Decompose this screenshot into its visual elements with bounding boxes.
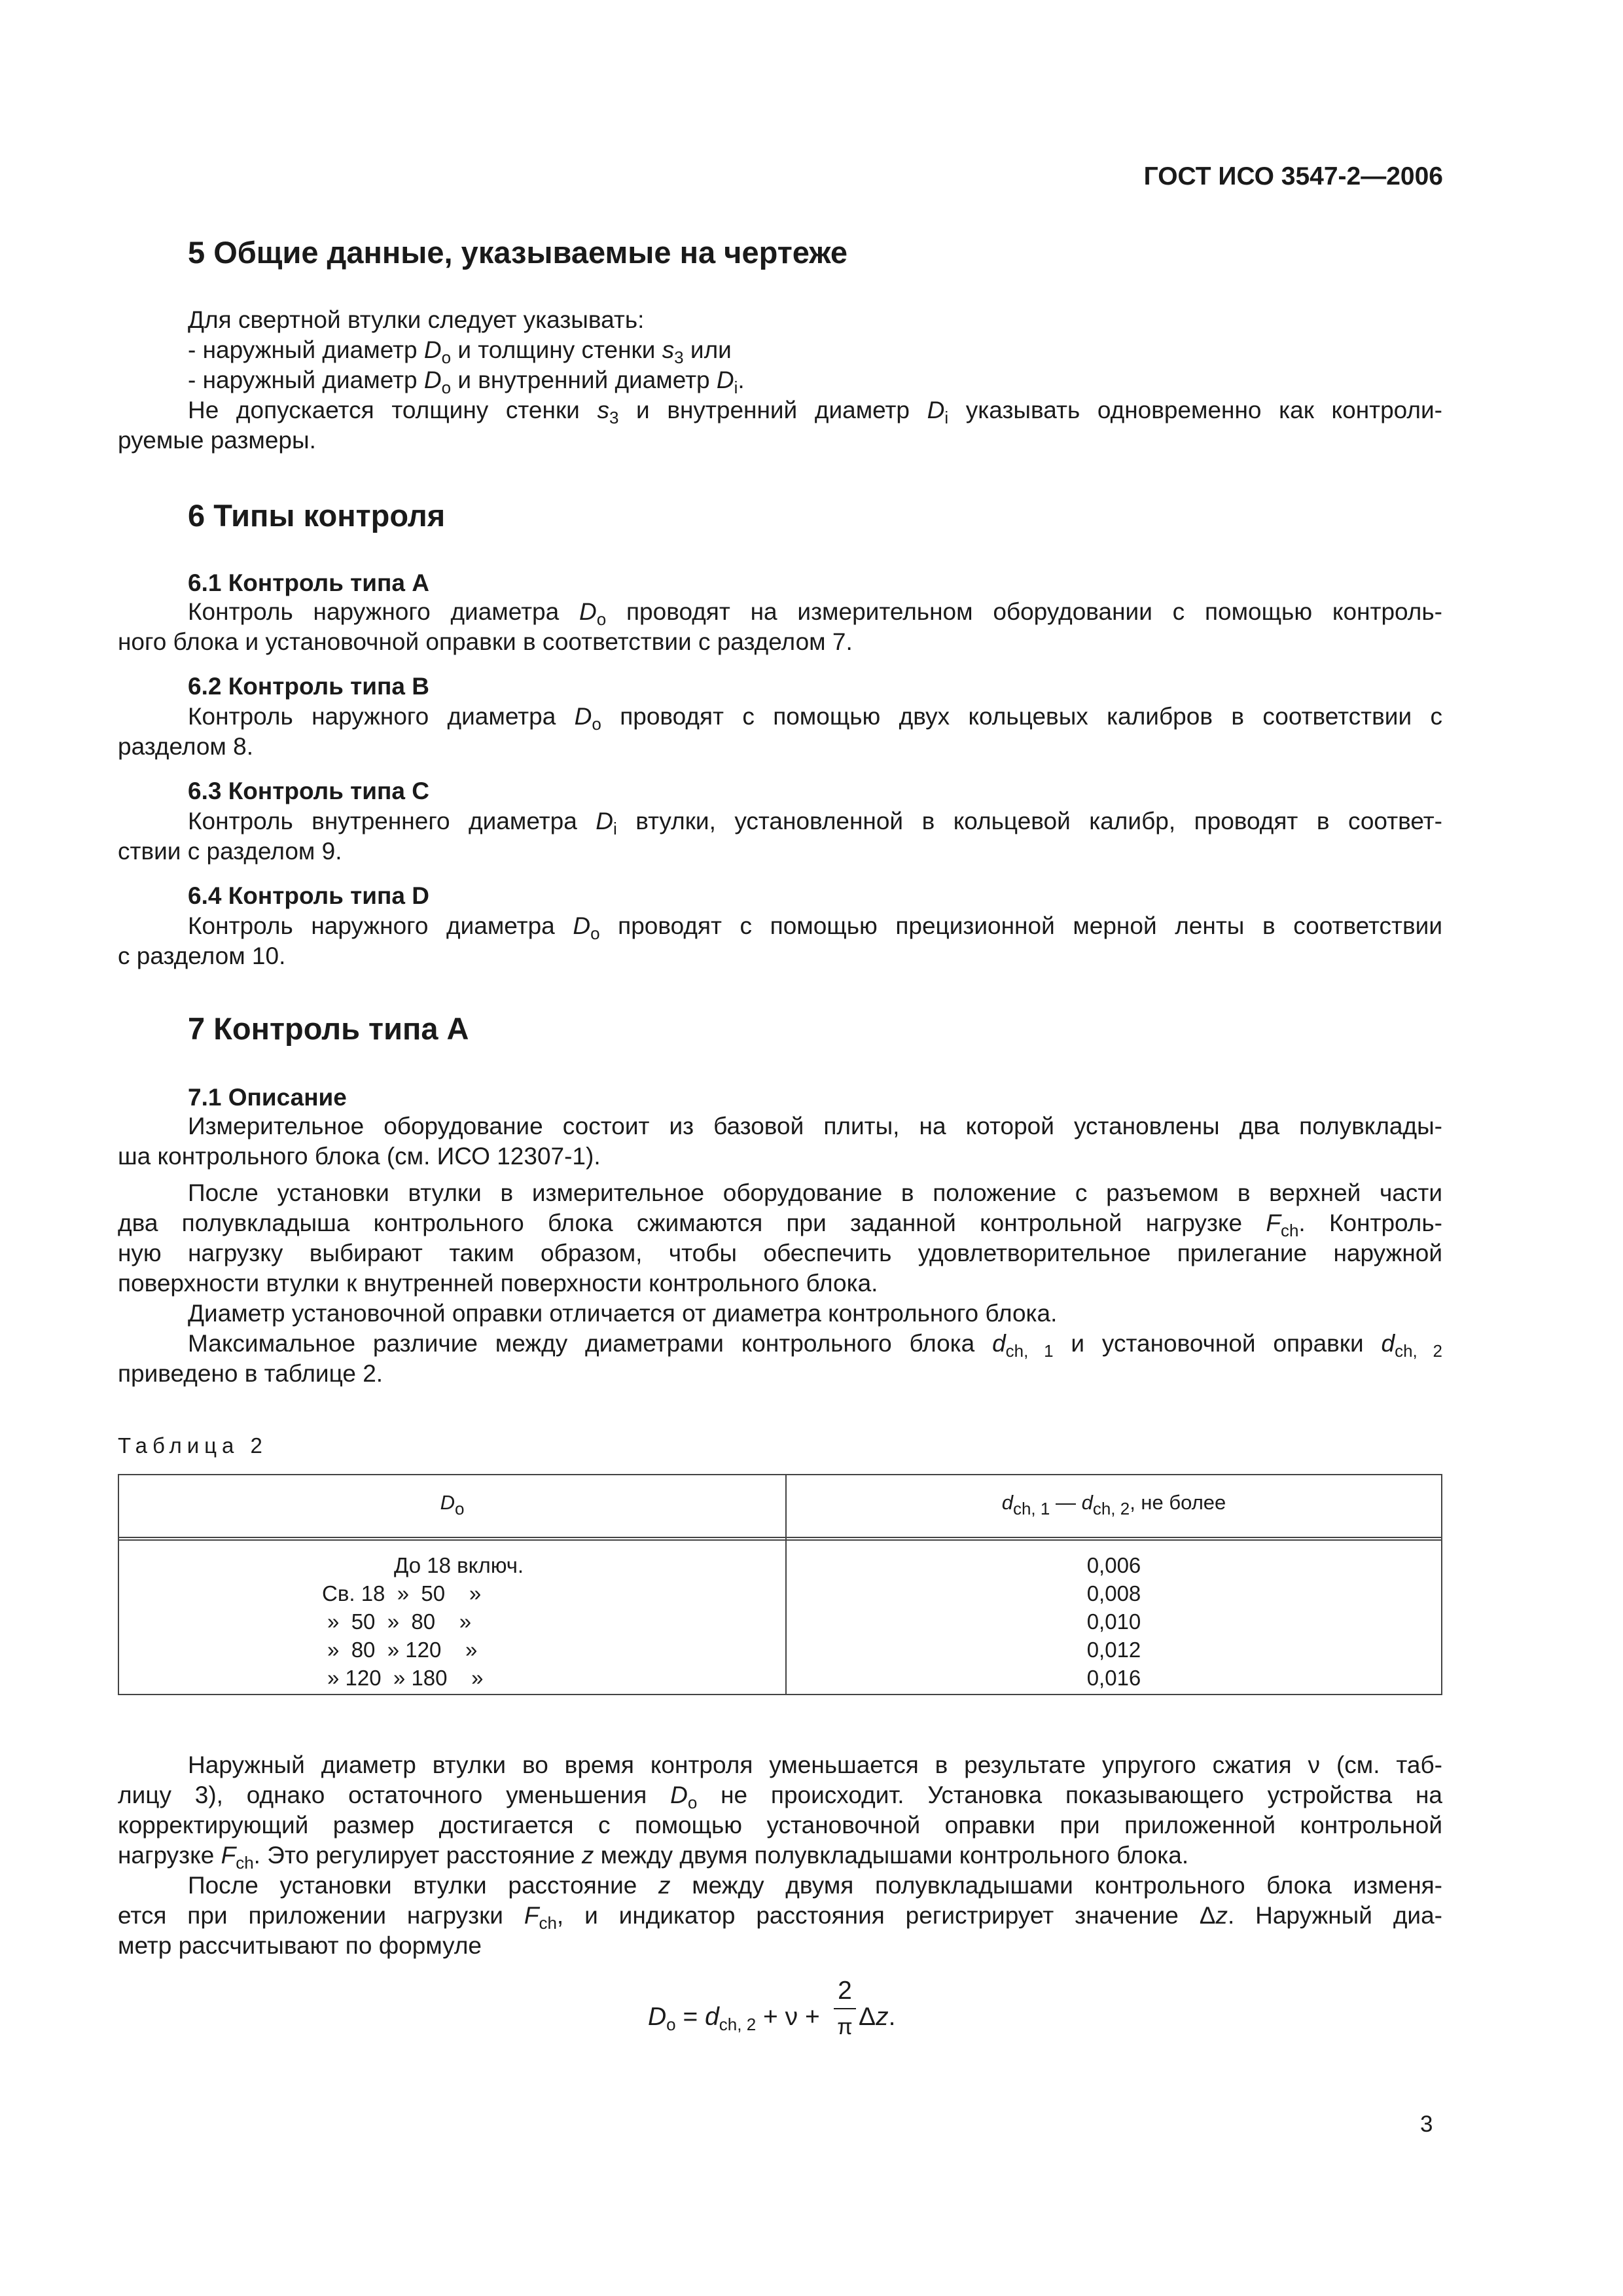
section-7-1-p2-line-4: поверхности втулки к внутренней поверхности контрольного блока.	[118, 1270, 878, 1297]
section-7-1-p5-line-2: лицу 3), однако остаточного уменьшения $D_o$ не происходит. Установка показывающего устройства на	[118, 1782, 1442, 1812]
section-6-1-line-1: Контроль наружного диаметра $D_o$ проводят на измерительном оборудовании с помощью контроль-	[188, 598, 1442, 629]
section-7-1-title: 7.1 Описание	[188, 1084, 347, 1111]
section-7-1-p5-line-1: Наружный диаметр втулки во время контроля уменьшается в результате упругого сжатия ν (см. таб-	[188, 1751, 1442, 1778]
section-6-title: 6 Типы контроля	[188, 498, 446, 533]
table-cell-value: 0,006	[1086, 1553, 1141, 1577]
section-5-note-line-1: Не допускается толщину стенки $s_3$ и внутренний диаметр $D_i$ указывать одновременно как контроли-	[188, 397, 1443, 427]
table-cell-range: » 50 » 80 »	[327, 1609, 472, 1634]
table-cell-range: Св. 18 » 50 »	[322, 1581, 482, 1605]
section-7-1-p2-line-2: два полувкладыша контрольного блока сжимаются при заданной контрольной нагрузке $F_{ch}$. Контроль-	[118, 1210, 1442, 1240]
section-5-item-1: - наружный диаметр $D_o$ и толщину стенки $s_3$ или	[188, 336, 732, 367]
table-cell-value: 0,008	[1086, 1581, 1141, 1605]
section-6-2-line-2: разделом 8.	[118, 733, 253, 760]
section-6-1-title: 6.1 Контроль типа А	[188, 569, 429, 596]
section-6-4-title: 6.4 Контроль типа D	[188, 882, 429, 909]
section-7-1-p4-line-1: Максимальное различие между диаметрами контрольного блока $d_{ch, 1}$ и установочной оправки $d_{ch, 2}$	[188, 1330, 1442, 1361]
section-6-4-line-1: Контроль наружного диаметра $D_o$ проводят с помощью прецизионной мерной ленты в соответствии	[188, 912, 1442, 943]
table-cell-value: 0,010	[1086, 1609, 1141, 1634]
section-6-2-line-1: Контроль наружного диаметра $D_o$ проводят с помощью двух кольцевых калибров в соответствии с	[188, 703, 1442, 734]
section-5-item-2: - наружный диаметр $D_o$ и внутренний диаметр $D_i$.	[188, 367, 745, 397]
section-7-1-p1-line-2: ша контрольного блока (см. ИСО 12307-1).	[118, 1143, 601, 1170]
formula-denominator: π	[837, 2015, 853, 2039]
fraction-bar	[834, 2008, 856, 2009]
table-caption: Таблица 2	[118, 1433, 268, 1458]
section-7-1-p5-line-3: корректирующий размер достигается с помощью установочной оправки при приложенной контрольной	[118, 1812, 1442, 1839]
section-5-title: 5 Общие данные, указываемые на чертеже	[188, 235, 848, 270]
section-7-title: 7 Контроль типа А	[188, 1011, 469, 1046]
section-5-note-line-2: руемые размеры.	[118, 427, 316, 454]
table-header-col-1: $D_o$	[440, 1491, 465, 1518]
section-7-1-p4-line-2: приведено в таблице 2.	[118, 1360, 383, 1387]
section-7-1-p6-line-2: ется при приложении нагрузки $F_{ch}$, и индикатор расстояния регистрирует значение Δz. Наружный диа-	[118, 1902, 1442, 1933]
section-7-1-p6-line-1: После установки втулки расстояние z между двумя полувкладышами контрольного блока изменя-	[188, 1872, 1442, 1899]
section-5-intro: Для свертной втулки следует указывать:	[188, 306, 645, 333]
standard-header: ГОСТ ИСО 3547-2—2006	[1143, 162, 1443, 190]
page-number: 3	[1420, 2111, 1433, 2137]
section-7-1-p2-line-3: ную нагрузку выбирают таким образом, чтобы обеспечить удовлетворительное прилегание наружной	[118, 1240, 1442, 1266]
table-cell-value: 0,012	[1086, 1638, 1141, 1662]
section-7-1-p1-line-1: Измерительное оборудование состоит из базовой плиты, на которой установлены два полувклады-	[188, 1113, 1442, 1139]
section-7-1-p3: Диаметр установочной оправки отличается от диаметра контрольного блока.	[188, 1300, 1058, 1327]
section-7-1-p2-line-1: После установки втулки в измерительное оборудование в положение с разъемом в верхней части	[188, 1179, 1442, 1206]
section-6-3-line-1: Контроль внутреннего диаметра $D_i$ втулки, установленной в кольцевой калибр, проводят в соответ-	[188, 808, 1442, 838]
formula-numerator: 2	[838, 1977, 852, 2005]
section-7-1-p6-line-3: метр рассчитывают по формуле	[118, 1932, 482, 1959]
table-cell-range: » 80 » 120 »	[327, 1638, 478, 1662]
table-2	[118, 1474, 1442, 1695]
table-cell-value: 0,016	[1086, 1666, 1141, 1690]
table-header-divider	[119, 1537, 1441, 1541]
table-header-col-2: $d_{ch, 1}$ — $d_{ch, 2}$, не более	[1001, 1491, 1226, 1518]
section-6-3-line-2: ствии с разделом 9.	[118, 838, 342, 865]
table-cell-range: » 120 » 180 »	[327, 1666, 484, 1690]
table-cell-range: До 18 включ.	[394, 1553, 524, 1577]
section-6-3-title: 6.3 Контроль типа С	[188, 778, 429, 804]
formula-outer-diameter: $D_o = d_{ch, 2} + \nu$ + 2 π Δz.	[648, 1977, 896, 2039]
section-6-1-line-2: ного блока и установочной оправки в соответствии с разделом 7.	[118, 628, 853, 655]
section-7-1-p5-line-4: нагрузке $F_{ch}$. Это регулирует расстояние z между двумя полувкладышами контрольного блока.	[118, 1842, 1189, 1873]
section-6-2-title: 6.2 Контроль типа В	[188, 673, 429, 700]
section-6-4-line-2: с разделом 10.	[118, 942, 286, 969]
